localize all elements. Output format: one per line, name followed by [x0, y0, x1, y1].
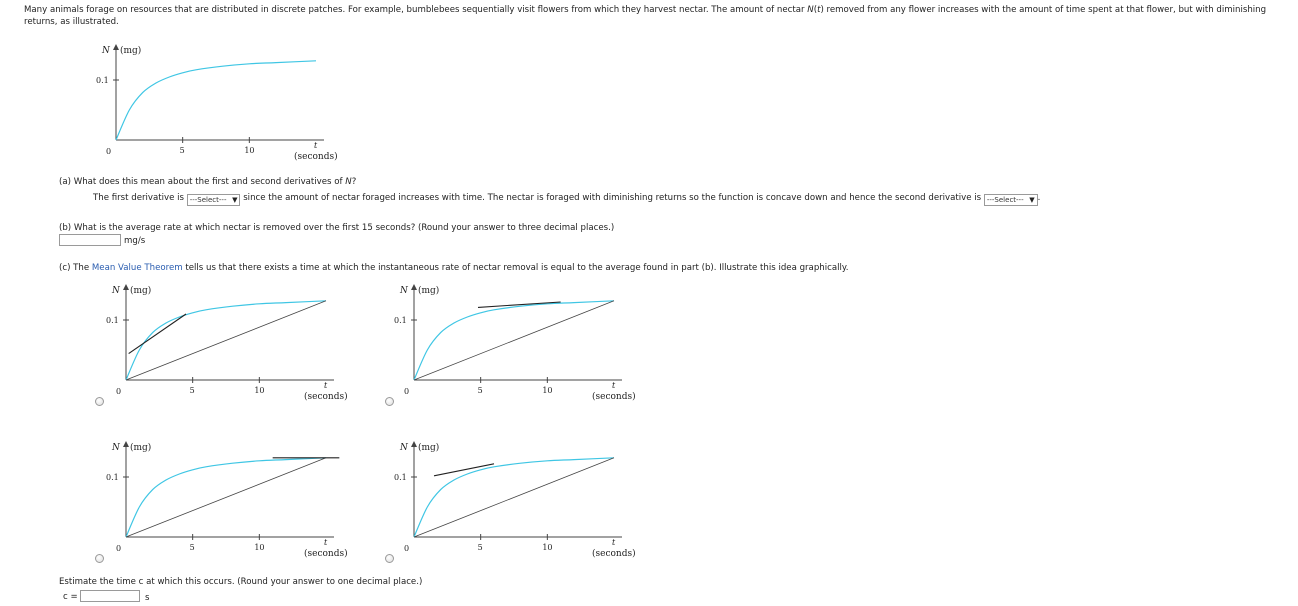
average-rate-input[interactable]: [59, 234, 121, 246]
part-b-question: (b) What is the average rate at which nectar is removed over the first 15 seconds? (Round your answer to three decimal places.): [59, 223, 615, 233]
y-axis-symbol: N: [102, 46, 110, 56]
part-a-question-var: N: [345, 177, 352, 187]
tangent-line: [129, 314, 186, 354]
first-derivative-select[interactable]: [187, 194, 241, 206]
y-axis-arrow-icon: [113, 44, 119, 50]
nectar-graph: [90, 40, 360, 165]
x-tick-label: 5: [189, 543, 195, 552]
y-axis-symbol: N: [400, 443, 408, 453]
origin-label: 0: [116, 387, 122, 396]
part-c-text-1: (c) The: [59, 263, 90, 273]
x-tick-label: 10: [542, 543, 553, 552]
x-tick-label: 10: [254, 386, 265, 395]
option-2-radio[interactable]: [385, 397, 394, 406]
intro-function-var: t: [817, 5, 821, 15]
option-3-radio[interactable]: [95, 554, 104, 563]
x-axis-unit: (seconds): [294, 152, 338, 162]
x-tick-label: 10: [542, 386, 553, 395]
y-tick-label: 0.1: [394, 473, 407, 482]
option-graph-4: [388, 437, 658, 562]
second-derivative-select[interactable]: [984, 194, 1038, 206]
option-1-graph: [100, 280, 370, 405]
c-label: c =: [63, 592, 78, 602]
option-4-radio[interactable]: [385, 554, 394, 563]
y-axis-arrow-icon: [411, 441, 417, 447]
x-axis-symbol: t: [612, 538, 616, 547]
option-graph-3: [100, 437, 370, 562]
dropdown-arrow-icon: ▼: [232, 196, 238, 204]
secant-line: [126, 301, 326, 380]
estimate-question: Estimate the time c at which this occurs. (Round your answer to one decimal place.): [59, 577, 423, 587]
average-rate-unit: mg/s: [124, 236, 146, 246]
x-axis-symbol: t: [324, 538, 328, 547]
part-a-question-end: ?: [351, 177, 357, 187]
tangent-line: [434, 464, 494, 476]
x-axis-symbol: t: [324, 381, 328, 390]
dropdown-arrow-icon: ▼: [1029, 196, 1035, 204]
y-axis-symbol: N: [400, 286, 408, 296]
intro-text-2: removed from any flower increases with the amount of time spent at that flower, but with diminishing returns, as illustrated.: [24, 5, 1267, 27]
y-axis-unit: (mg): [130, 286, 152, 296]
y-axis-arrow-icon: [123, 441, 129, 447]
y-axis-unit: (mg): [418, 443, 440, 453]
y-axis-symbol: N: [112, 443, 120, 453]
second-derivative-select-value: ---Select---: [986, 196, 1024, 204]
secant-line: [414, 458, 614, 537]
part-a-answer-line: [93, 193, 1040, 206]
x-tick-label: 5: [477, 386, 483, 395]
part-c-text-2: tells us that there exists a time at which the instantaneous rate of nectar removal is equal to the average found in part (b). Illustrate this idea graphically.: [185, 263, 849, 273]
origin-label: 0: [404, 387, 410, 396]
origin-label: 0: [116, 544, 122, 553]
sentence-period: .: [1037, 193, 1041, 203]
first-derivative-select-value: ---Select---: [189, 196, 227, 204]
secant-line: [126, 458, 326, 537]
origin-label: 0: [106, 147, 112, 156]
main-graph: [90, 40, 360, 165]
y-axis-arrow-icon: [123, 284, 129, 290]
option-2-graph: [388, 280, 658, 405]
option-graph-2: [388, 280, 658, 405]
y-axis-symbol: N: [112, 286, 120, 296]
x-axis-unit: (seconds): [304, 549, 348, 559]
part-a-question: [59, 177, 356, 187]
x-axis-unit: (seconds): [592, 549, 636, 559]
part-a-question-text: (a) What does this mean about the first and second derivatives of: [59, 177, 343, 187]
x-tick-label: 10: [244, 146, 255, 155]
option-4-graph: [388, 437, 658, 562]
y-axis-unit: (mg): [130, 443, 152, 453]
x-axis-symbol: t: [612, 381, 616, 390]
x-tick-label: 5: [179, 146, 185, 155]
x-axis-symbol: t: [314, 141, 318, 150]
option-graph-1: [100, 280, 370, 405]
y-tick-label: 0.1: [106, 473, 119, 482]
y-tick-label: 0.1: [106, 316, 119, 325]
first-derivative-text: The first derivative is: [93, 193, 184, 203]
c-input[interactable]: [80, 590, 140, 602]
x-tick-label: 5: [189, 386, 195, 395]
origin-label: 0: [404, 544, 410, 553]
part-c-question: [59, 263, 848, 273]
intro-function-name: N: [807, 5, 814, 15]
intro-paragraph: Many animals forage on resources that are distributed in discrete patches. For example, bumblebees sequentially visit flowers from which they harvest nectar. The amount of nectar N(t) removed from any flower increases with the amount of time spent at that flower, but with diminishing returns, as illustrated.: [24, 5, 1267, 27]
mean-value-theorem-link[interactable]: Mean Value Theorem: [91, 263, 183, 273]
x-tick-label: 5: [477, 543, 483, 552]
y-axis-unit: (mg): [418, 286, 440, 296]
option-1-radio[interactable]: [95, 397, 104, 406]
intro-text-1: Many animals forage on resources that are distributed in discrete patches. For example, bumblebees sequentially visit flowers from which they harvest nectar. The amount of nectar: [24, 5, 805, 15]
y-tick-label: 0.1: [96, 76, 109, 85]
y-axis-unit: (mg): [120, 46, 142, 56]
x-axis-unit: (seconds): [304, 392, 348, 402]
x-tick-label: 10: [254, 543, 265, 552]
y-axis-arrow-icon: [411, 284, 417, 290]
x-axis-unit: (seconds): [592, 392, 636, 402]
c-unit: s: [145, 593, 150, 603]
option-3-graph: [100, 437, 370, 562]
second-derivative-text: since the amount of nectar foraged increases with time. The nectar is foraged with diminishing returns so the function is concave down and hence the second derivative is: [243, 193, 982, 203]
nectar-curve: [116, 61, 316, 140]
secant-line: [414, 301, 614, 380]
y-tick-label: 0.1: [394, 316, 407, 325]
